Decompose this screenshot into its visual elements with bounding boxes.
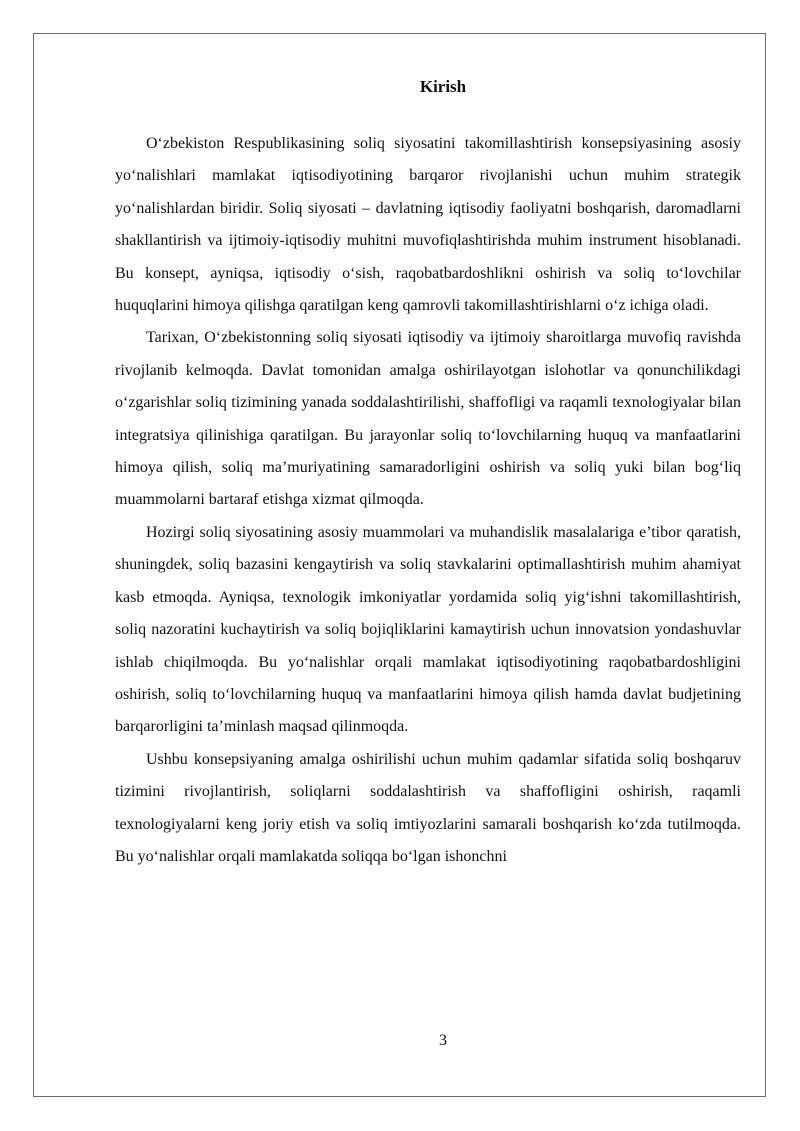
page-number: 3 (439, 1032, 447, 1049)
body-text (115, 128, 741, 873)
paragraph-2: Tarixan, O‘zbekistonning soliq siyosati iqtisodiy va ijtimoiy sharoitlarga muvofiq ravishda rivojlanib kelmoqda. Davlat tomonidan amalga oshirilayotgan islohotlar va qonunchilikdagi o‘zgarishlar soliq tizimining yanada soddalashtirilishi, shaffofligi va raqamli texnologiyalar bilan integratsiya qilinishiga qaratilgan. Bu jarayonlar soliq to‘lovchilarning huquq va manfaatlarini himoya qilish, soliq ma’muriyatining samaradorligini oshirish va soliq yuki bilan bog‘liq muammolarni bartaraf etishga xizmat qilmoqda. (115, 329, 741, 509)
section-heading: Kirish (419, 77, 467, 96)
paragraph-3: Hozirgi soliq siyosatining asosiy muammolari va muhandislik masalalariga e’tibor qaratish, shuningdek, soliq bazasini kengaytirish va soliq stavkalarini optimallashtirish muhim ahamiyat kasb etmoqda. Ayniqsa, texnologik imkoniyatlar yordamida soliq yig‘ishni takomillashtirish, soliq nazoratini kuchaytirish va soliq bojiqliklarini kamaytirish uchun innovatsion yondashuvlar ishlab chiqilmoqda. Bu yo‘nalishlar orqali mamlakat iqtisodiyotining raqobatbardoshligini oshirish, soliq to‘lovchilarning huquq va manfaatlarini himoya qilish hamda davlat budjetining barqarorligini ta’minlash maqsad qilinmoqda. (115, 523, 741, 736)
paragraph-1: O‘zbekiston Respublikasining soliq siyosatini takomillashtirish konsepsiyasining asosiy yo‘nalishlari mamlakat iqtisodiyotining barqaror rivojlanishi uchun muhim strategik yo‘nalishlardan biridir. Soliq siyosati – davlatning iqtisodiy faoliyatni boshqarish, daromadlarni shakllantirish va ijtimoiy-iqtisodiy muhitni muvofiqlashtirishda muhim instrument hisoblanadi. Bu konsept, ayniqsa, iqtisodiy o‘sish, raqobatbardoshlikni oshirish va soliq to‘lovchilar huquqlarini himoya qilishga qaratilgan keng qamrovli takomillashtirishlarni o‘z ichiga oladi. (115, 135, 741, 315)
paragraph-4: Ushbu konsepsiyaning amalga oshirilishi uchun muhim qadamlar sifatida soliq boshqaruv tizimini rivojlantirish, soliqlarni soddalashtirish va shaffofligini oshirish, raqamli texnologiyalarni keng joriy etish va soliq imtiyozlarini samarali boshqarish ko‘zda tutilmoqda. Bu yo‘nalishlar orqali mamlakatda soliqqa bo‘lgan ishonchni (115, 750, 741, 865)
